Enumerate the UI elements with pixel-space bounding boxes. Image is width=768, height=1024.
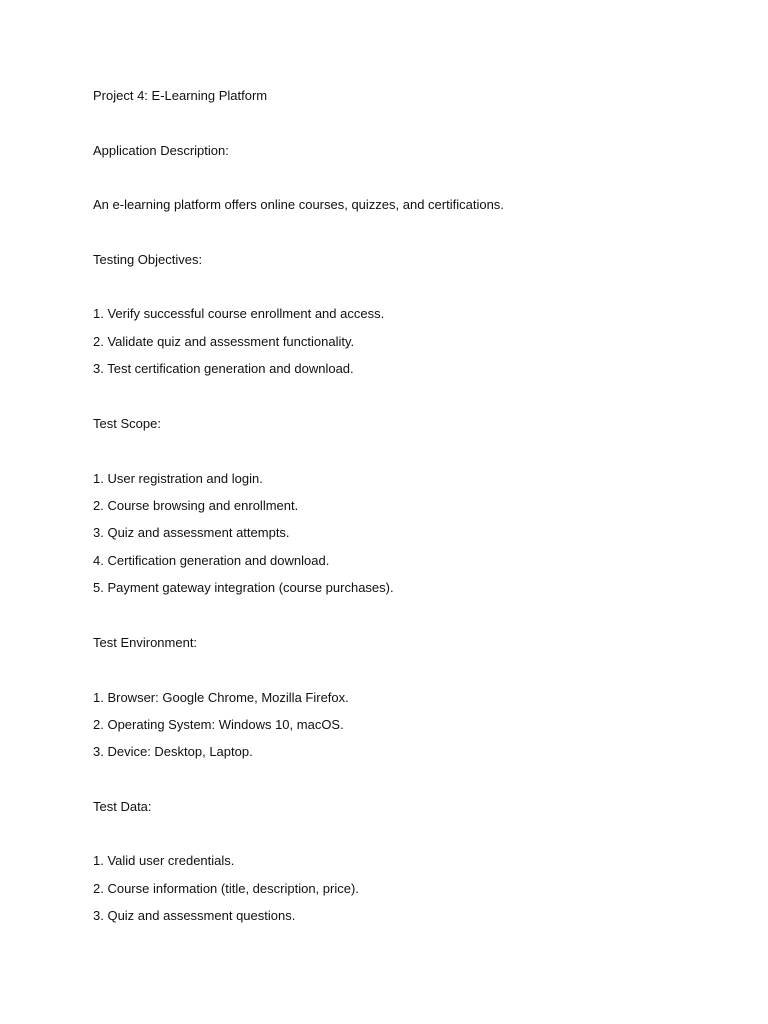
scope-item: 1. User registration and login. [93, 471, 263, 486]
test-data-item: 2. Course information (title, description, price). [93, 881, 359, 896]
test-data-item: 3. Quiz and assessment questions. [93, 908, 296, 923]
document-title: Project 4: E-Learning Platform [93, 88, 268, 103]
environment-heading: Test Environment: [93, 635, 198, 650]
scope-item: 5. Payment gateway integration (course purchases). [93, 580, 394, 595]
objectives-heading: Testing Objectives: [93, 252, 203, 267]
objective-item: 3. Test certification generation and download. [93, 361, 354, 376]
environment-item: 2. Operating System: Windows 10, macOS. [93, 717, 344, 732]
objective-item: 1. Verify successful course enrollment and access. [93, 306, 385, 321]
scope-heading: Test Scope: [93, 416, 161, 431]
test-data-heading: Test Data: [93, 799, 152, 814]
scope-item: 4. Certification generation and download. [93, 553, 330, 568]
scope-item: 2. Course browsing and enrollment. [93, 498, 299, 513]
app-description-text: An e-learning platform offers online courses, quizzes, and certifications. [93, 197, 504, 212]
environment-item: 1. Browser: Google Chrome, Mozilla Firefox. [93, 690, 349, 705]
test-data-item: 1. Valid user credentials. [93, 853, 235, 868]
objective-item: 2. Validate quiz and assessment functionality. [93, 334, 355, 349]
app-description-heading: Application Description: [93, 143, 229, 158]
scope-item: 3. Quiz and assessment attempts. [93, 525, 290, 540]
environment-item: 3. Device: Desktop, Laptop. [93, 744, 253, 759]
